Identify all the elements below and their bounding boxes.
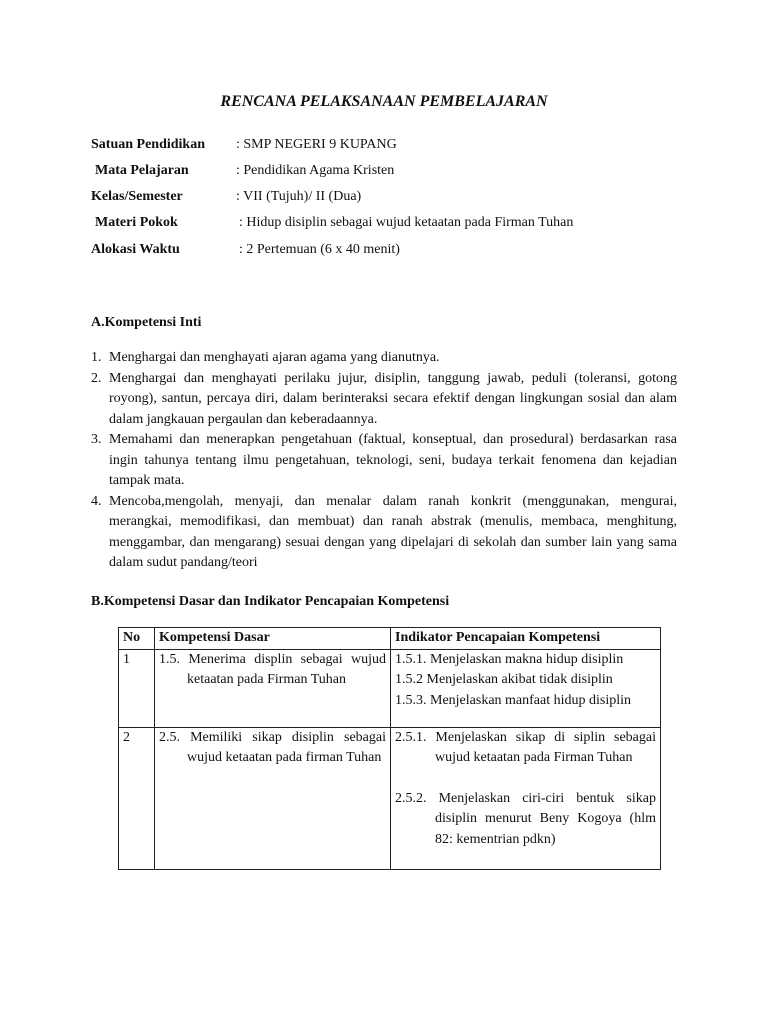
info-label: Alokasi Waktu: [91, 242, 180, 257]
header-no: No: [119, 628, 155, 650]
cell-kompetensi-dasar: [155, 649, 391, 727]
section-a-heading: A.Kompetensi Inti: [91, 315, 202, 330]
info-label: Satuan Pendidikan: [91, 137, 205, 152]
kompetensi-inti-list: [91, 348, 677, 574]
competency-table: [118, 627, 661, 870]
table-header-row: [119, 628, 661, 650]
cell-no: 2: [119, 727, 155, 869]
list-item-text: Memahami dan menerapkan pengetahuan (faktual, konseptual, dan prosedural) berdasarkan rasa ingin tahunya tentang ilmu pengetahuan, teknologi, seni, budaya terkait fenomena dan kejadian tampak mata.: [109, 432, 677, 488]
indicator-item: 1.5.3. Menjelaskan manfaat hidup disiplin: [395, 692, 632, 708]
list-item-number: 4.: [91, 493, 102, 509]
table-row: [119, 649, 661, 727]
kd-text: 2.5. Memiliki sikap disiplin sebagai wujud ketaatan pada firman Tuhan: [159, 729, 386, 765]
kd-text: 1.5. Menerima displin sebagai wujud ketaatan pada Firman Tuhan: [159, 651, 386, 687]
info-value: : SMP NEGERI 9 KUPANG: [236, 137, 397, 152]
list-item: [91, 430, 677, 492]
header-kompetensi-dasar: Kompetensi Dasar: [155, 628, 391, 650]
list-item-text: Menghargai dan menghayati ajaran agama yang dianutnya.: [109, 350, 440, 365]
list-item-number: 3.: [91, 432, 102, 447]
indicator-item: 2.5.2. Menjelaskan ciri-ciri bentuk sikap disiplin menurut Beny Kogoya (hlm 82: kementrian pdkn): [395, 790, 656, 847]
info-label: Materi Pokok: [95, 215, 178, 230]
info-value: : Hidup disiplin sebagai wujud ketaatan pada Firman Tuhan: [239, 215, 574, 230]
list-item-text: Mencoba,mengolah, menyaji, dan menalar dalam ranah konkrit (menggunakan, mengurai, merangkai, memodifikasi, dan membuat) dan ranah abstrak (menulis, membaca, menghitung, menggambar, dan mengarang) sesuai dengan yang dipelajari di sekolah dan sumber lain yang sama dalam sudut pandang/teori: [109, 493, 677, 570]
list-item-number: 2.: [91, 370, 102, 386]
indicator-item: 2.5.1. Menjelaskan sikap di siplin sebagai wujud ketaatan pada Firman Tuhan: [395, 729, 656, 765]
cell-no: 1: [119, 649, 155, 727]
cell-indikator: [391, 649, 661, 727]
cell-indikator: [391, 727, 661, 869]
list-item-text: Menghargai dan menghayati perilaku jujur, disiplin, tanggung jawab, peduli (toleransi, gotong royong), santun, percaya diri, dalam berinteraksi secara efektif dengan lingkungan sosial dan alam dalam jangkauan pergaulan dan keberadaannya.: [109, 370, 677, 427]
section-b-heading: B.Kompetensi Dasar dan Indikator Pencapaian Kompetensi: [91, 594, 450, 609]
indicator-item: 1.5.1. Menjelaskan makna hidup disiplin: [395, 651, 624, 667]
cell-kompetensi-dasar: [155, 727, 391, 869]
list-item: [91, 348, 677, 369]
document-title: RENCANA PELAKSANAAN PEMBELAJARAN: [220, 93, 548, 110]
list-item: [91, 369, 677, 431]
indicator-item: 1.5.2 Menjelaskan akibat tidak disiplin: [395, 672, 613, 687]
table-row: [119, 727, 661, 869]
header-indikator: Indikator Pencapaian Kompetensi: [391, 628, 661, 650]
list-item-number: 1.: [91, 350, 102, 365]
info-label: Mata Pelajaran: [95, 163, 189, 178]
info-label: Kelas/Semester: [91, 189, 183, 204]
info-value: : 2 Pertemuan (6 x 40 menit): [239, 242, 400, 257]
info-value: : VII (Tujuh)/ II (Dua): [236, 189, 362, 204]
info-value: : Pendidikan Agama Kristen: [236, 163, 395, 178]
list-item: [91, 492, 677, 574]
